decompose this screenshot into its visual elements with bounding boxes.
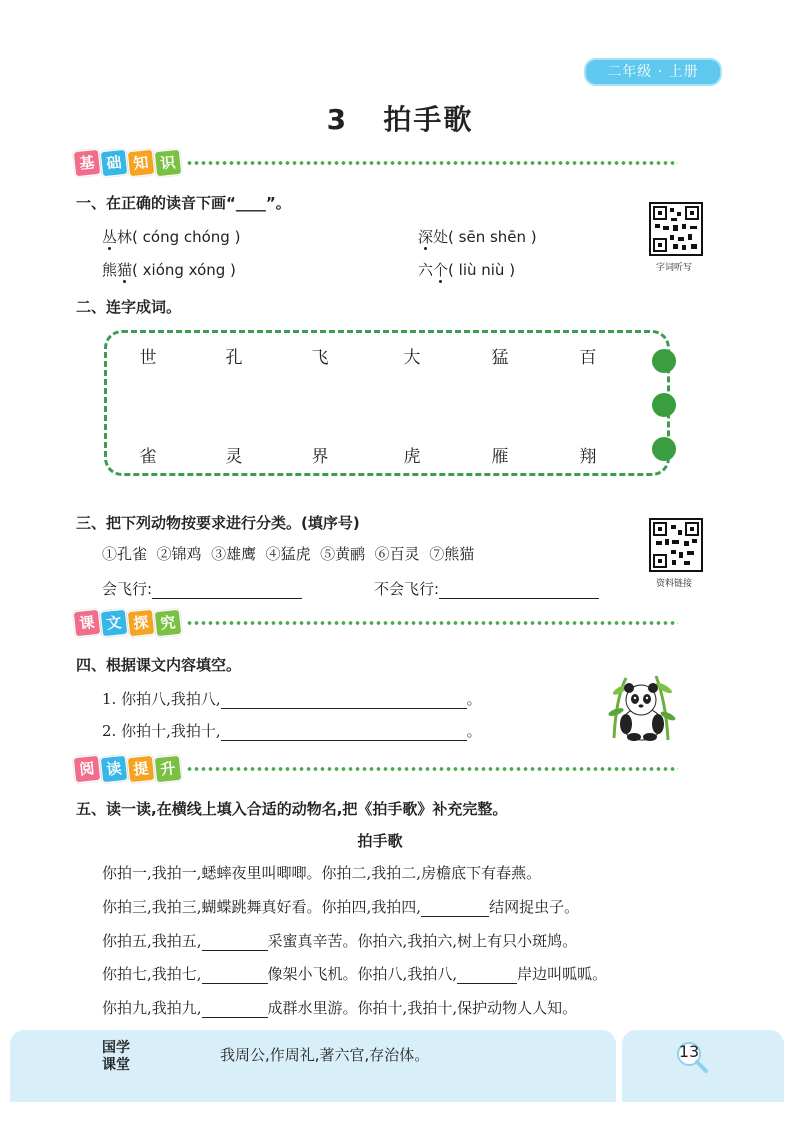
qr-caption: 字词听写 <box>655 263 692 273</box>
banner-text-exploration <box>74 610 182 636</box>
char-dotted: 个 <box>433 261 449 279</box>
pinyin-options: ( cóng chóng ) <box>132 228 241 246</box>
poem-text: 你拍七,我拍七, <box>102 965 202 983</box>
char: 熊 <box>102 261 118 279</box>
poem-text: 采蜜真辛苦。你拍六,我拍六,树上有只小斑鸠。 <box>267 932 578 950</box>
footer-quote: 我周公,作周礼,著六官,存治体。 <box>220 1046 430 1064</box>
footer-label-line: 国学 <box>102 1040 130 1056</box>
char-bottom[interactable]: 灵 <box>225 447 243 467</box>
char-top[interactable]: 百 <box>579 348 597 368</box>
char-bottom[interactable]: 雁 <box>491 447 509 467</box>
char-top[interactable]: 猛 <box>491 348 509 368</box>
question-1-prompt: 一、在正确的读音下画“____”。 <box>76 194 291 212</box>
question-5-prompt: 五、读一读,在横线上填入合适的动物名,把《拍手歌》补充完整。 <box>76 800 508 818</box>
binder-hole-decoration <box>652 393 676 417</box>
char-dotted: 猫 <box>117 261 133 279</box>
char-bottom[interactable]: 虎 <box>403 447 421 467</box>
banner-char: 文 <box>100 609 129 638</box>
banner-char: 础 <box>100 149 129 178</box>
pinyin-options: ( xióng xóng ) <box>132 261 236 279</box>
banner-char: 阅 <box>73 755 102 784</box>
banner-char: 探 <box>127 609 156 638</box>
item-end: 。 <box>466 722 482 740</box>
nofly-answer-blank[interactable] <box>439 582 599 599</box>
binder-hole-decoration <box>652 349 676 373</box>
char-top[interactable]: 孔 <box>225 348 243 368</box>
pinyin-item <box>418 226 537 247</box>
banner-basic-knowledge <box>74 150 182 176</box>
dotted-divider <box>186 767 678 771</box>
char-top[interactable]: 飞 <box>311 348 329 368</box>
question-3-prompt: 三、把下列动物按要求进行分类。(填序号) <box>76 514 360 532</box>
dotted-divider <box>186 621 678 625</box>
poem-text: 结网捉虫子。 <box>489 898 580 916</box>
pinyin-item <box>102 259 236 280</box>
banner-char: 读 <box>100 755 129 784</box>
char: 处 <box>433 228 449 246</box>
fly-row <box>102 578 302 599</box>
question-2-prompt: 二、连字成词。 <box>76 298 182 316</box>
animal-list: ①孔雀 ②锦鸡 ③雄鹰 ④猛虎 ⑤黄鹂 ⑥百灵 ⑦熊猫 <box>102 545 475 563</box>
qr-caption: 资料链接 <box>655 579 692 589</box>
page-number: 13 <box>678 1042 700 1061</box>
pinyin-item <box>418 259 515 280</box>
nofly-row <box>374 578 599 599</box>
grade-badge: 二年级 · 上册 <box>584 58 722 86</box>
poem-text: 像架小飞机。你拍八,我拍八, <box>267 965 458 983</box>
dotted-divider <box>186 161 678 165</box>
poem-text: 你拍九,我拍九, <box>102 999 202 1017</box>
banner-char: 知 <box>127 149 156 178</box>
poem-text: 你拍三,我拍三,蝴蝶跳舞真好看。你拍四,我拍四, <box>102 898 422 916</box>
banner-char: 升 <box>154 755 183 784</box>
poem-line-1: 你拍一,我拍一,蟋蟀夜里叫唧唧。你拍二,我拍二,房檐底下有春燕。 <box>102 864 542 882</box>
poem-line-5 <box>102 997 577 1018</box>
banner-char: 识 <box>154 149 183 178</box>
lesson-title <box>0 98 800 138</box>
answer-blank[interactable] <box>221 692 467 709</box>
poem-text: 岸边叫呱呱。 <box>517 965 608 983</box>
char-bottom[interactable]: 雀 <box>139 447 157 467</box>
lesson-name: 拍手歌 <box>383 103 474 136</box>
item-end: 。 <box>466 690 482 708</box>
char-top[interactable]: 大 <box>403 348 421 368</box>
banner-reading-improvement <box>74 756 182 782</box>
item-number: 2. <box>102 722 117 740</box>
footer-label <box>102 1040 130 1074</box>
question-4-prompt: 四、根据课文内容填空。 <box>76 656 242 674</box>
answer-blank[interactable] <box>221 724 467 741</box>
footer-page-panel <box>622 1030 784 1102</box>
binder-hole-decoration <box>652 437 676 461</box>
poem-line-2 <box>102 896 579 917</box>
item-text: 你拍八,我拍八, <box>121 690 221 708</box>
char-bottom[interactable]: 翔 <box>579 447 597 467</box>
footer-label-line: 课堂 <box>102 1057 130 1073</box>
footer-classics-panel <box>10 1030 616 1102</box>
pinyin-item <box>102 226 240 247</box>
char-dotted: 丛 <box>102 228 118 246</box>
banner-char: 基 <box>73 149 102 178</box>
qr-code-icon[interactable] <box>649 202 703 256</box>
poem-line-3 <box>102 930 577 951</box>
qr-code-icon[interactable] <box>649 518 703 572</box>
animal-blank[interactable] <box>202 934 268 951</box>
poem-text: 成群水里游。你拍十,我拍十,保护动物人人知。 <box>267 999 578 1017</box>
nofly-label: 不会飞行: <box>374 580 440 598</box>
fly-answer-blank[interactable] <box>152 582 302 599</box>
pinyin-options: ( sēn shēn ) <box>448 228 537 246</box>
banner-char: 提 <box>127 755 156 784</box>
lesson-number: 3 <box>326 103 349 136</box>
poem-title: 拍手歌 <box>357 832 403 850</box>
animal-blank[interactable] <box>457 967 517 984</box>
animal-blank[interactable] <box>202 967 268 984</box>
char-top[interactable]: 世 <box>139 348 157 368</box>
fill-line-2 <box>102 720 482 741</box>
char-bottom[interactable]: 界 <box>311 447 329 467</box>
fly-label: 会飞行: <box>102 580 153 598</box>
item-text: 你拍十,我拍十, <box>121 722 221 740</box>
char: 六 <box>418 261 434 279</box>
banner-char: 课 <box>73 609 102 638</box>
animal-blank[interactable] <box>202 1001 268 1018</box>
item-number: 1. <box>102 690 117 708</box>
panda-illustration <box>606 668 676 742</box>
char-dotted: 深 <box>418 228 434 246</box>
word-matching-box <box>104 330 670 476</box>
poem-text: 你拍五,我拍五, <box>102 932 202 950</box>
poem-line-4 <box>102 963 607 984</box>
char: 林 <box>117 228 133 246</box>
fill-line-1 <box>102 688 482 709</box>
pinyin-options: ( liù niù ) <box>448 261 516 279</box>
banner-char: 究 <box>154 609 183 638</box>
animal-blank[interactable] <box>421 900 489 917</box>
